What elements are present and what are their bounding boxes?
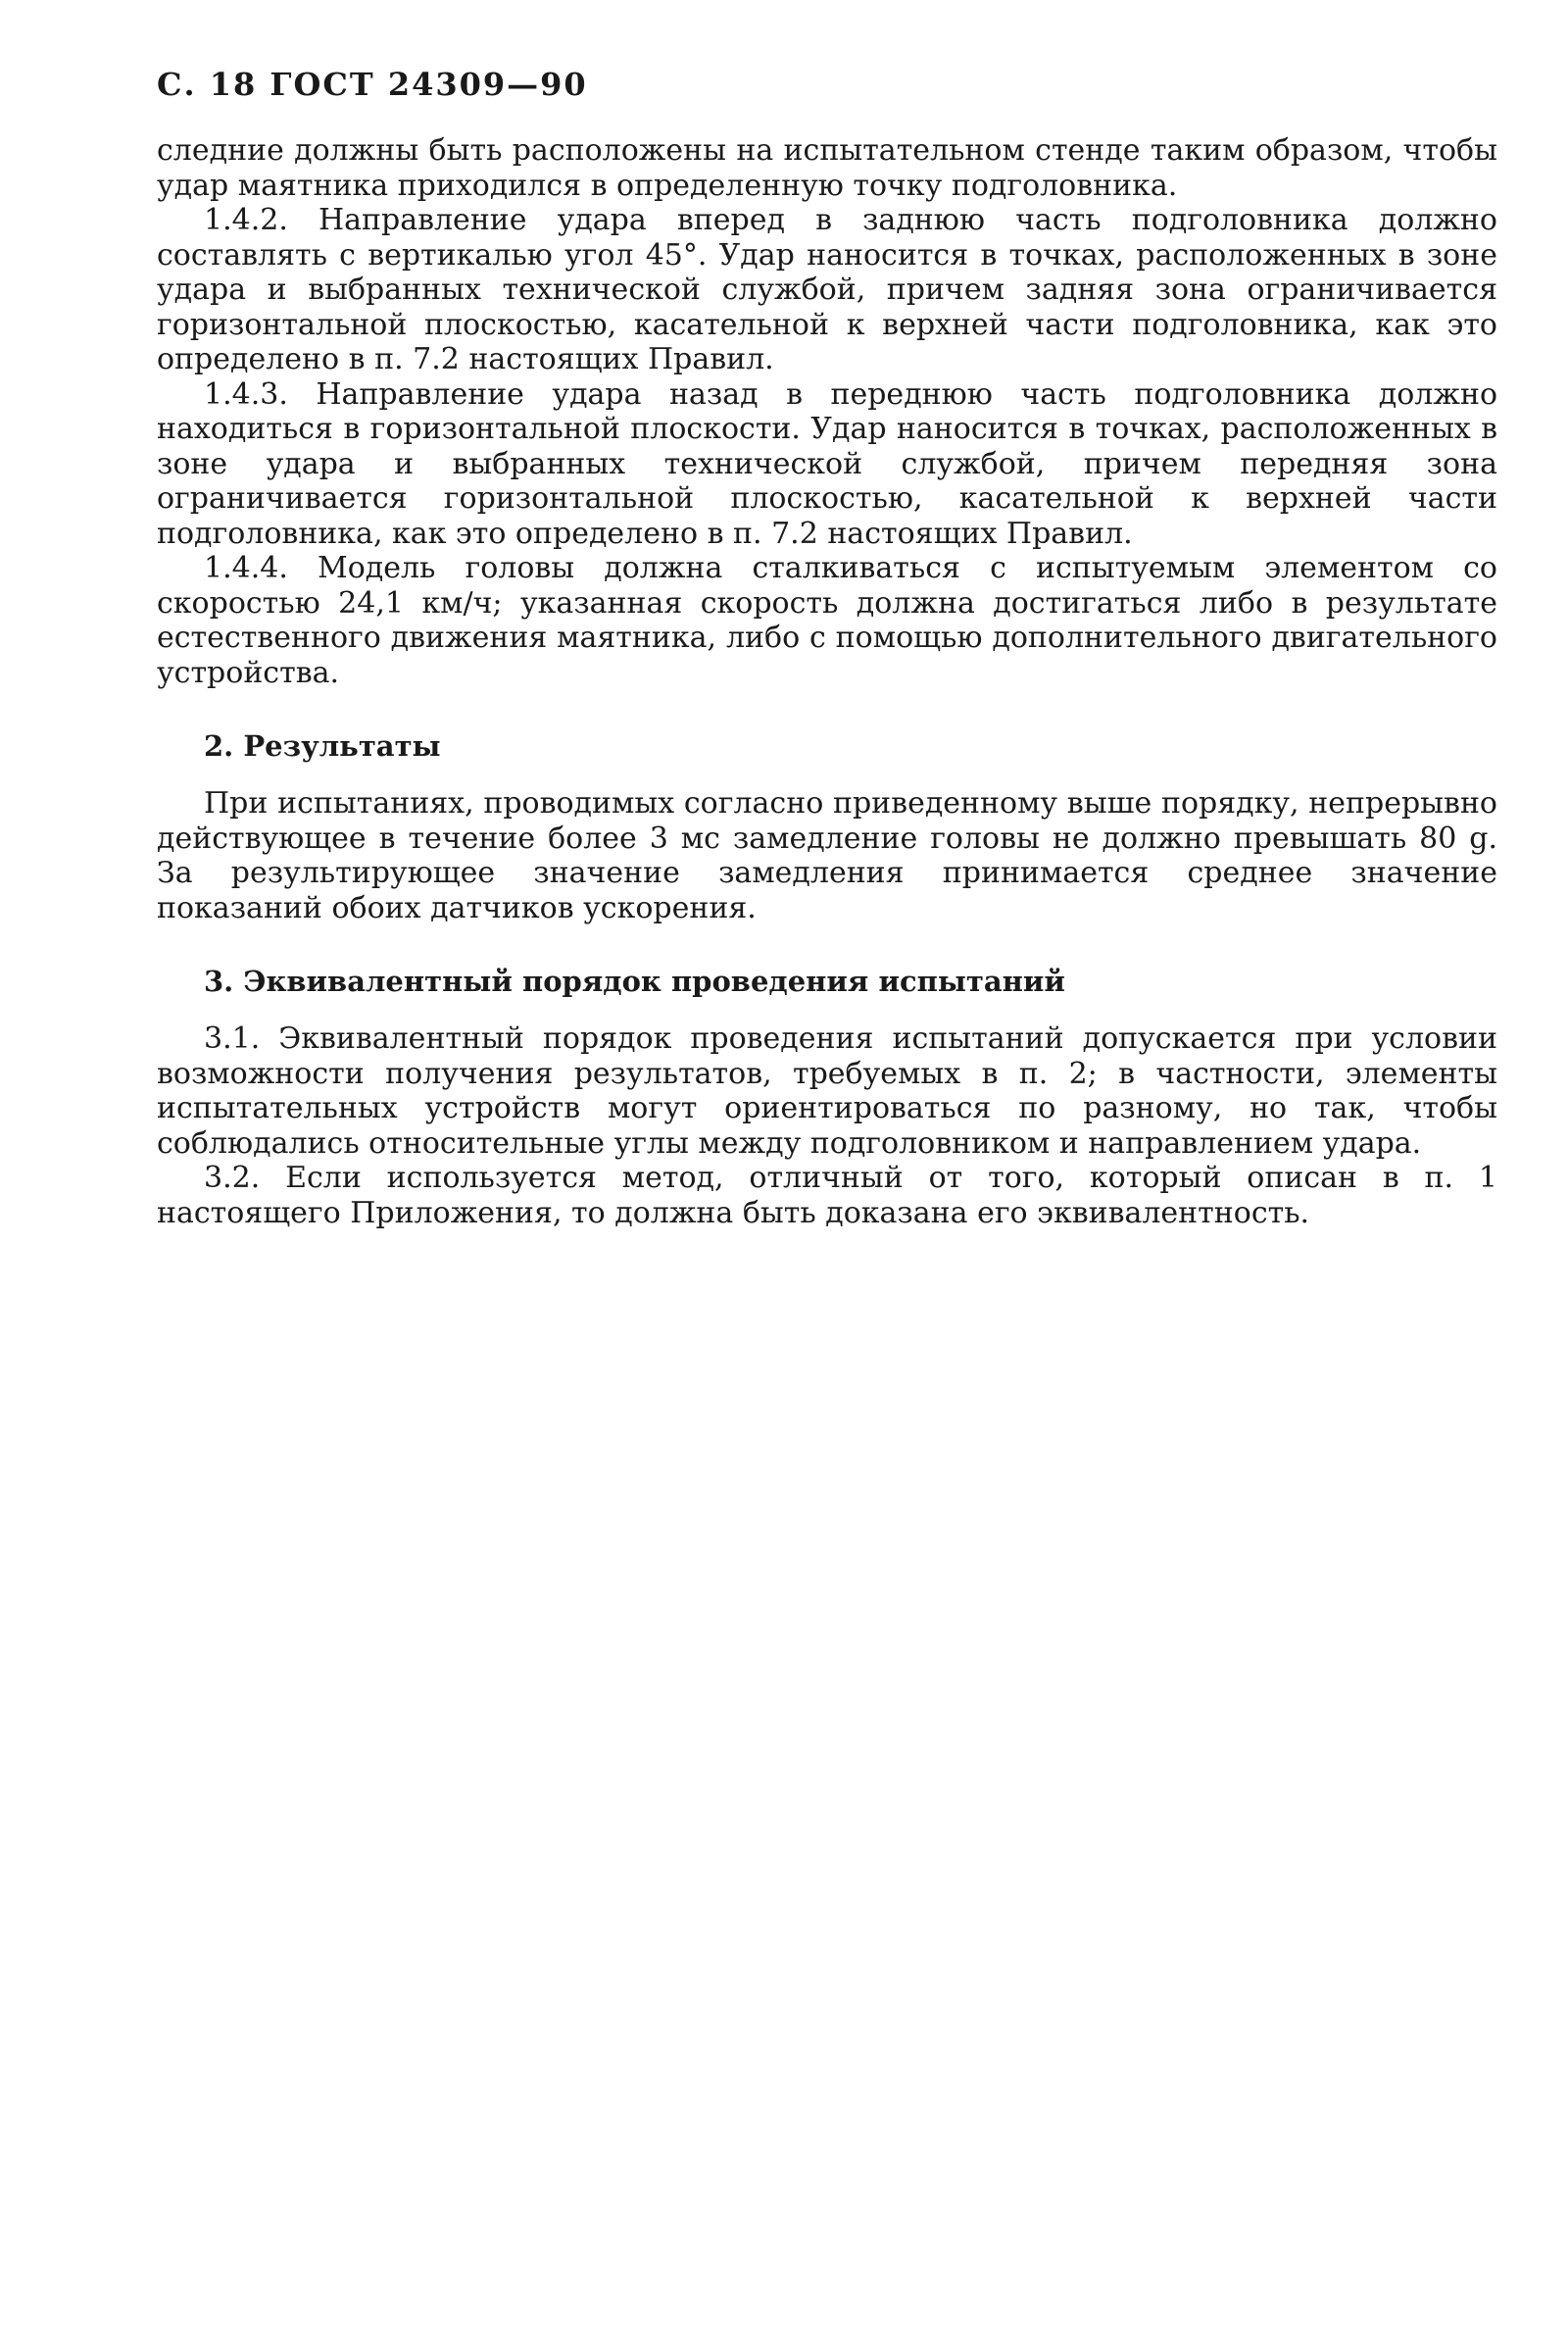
paragraph-1-4-4: 1.4.4. Модель головы должна сталкиваться с испытуемым элементом со скоростью 24,1 км/ч; указанная скорость должна достигаться либо в результате естественного движения маятника, либо с помощью дополнительного двигательного устройства. bbox=[157, 551, 1497, 690]
paragraph-1-4-2: 1.4.2. Направление удара вперед в заднюю часть подголовника должно составлять с вертикалью угол 45°. Удар наносится в точках, расположенных в зоне удара и выбранных технической службой, причем задняя зона ограничивается горизонтальной плоскостью, касательной к верхней части подголовника, как это определено в п. 7.2 настоящих Правил. bbox=[157, 203, 1497, 376]
paragraph-continuation: следние должны быть расположены на испытательном стенде таким образом, чтобы удар маятника приходился в определенную точку подголовника. bbox=[157, 133, 1497, 203]
document-page bbox=[157, 65, 1497, 1230]
paragraph-3-1: 3.1. Эквивалентный порядок проведения испытаний допускается при условии возможности получения результатов, требуемых в п. 2; в частности, элементы испытательных устройств могут ориентироваться по разному, но так, чтобы соблюдались относительные углы между подголовником и направлением удара. bbox=[157, 1021, 1497, 1161]
paragraph-3-2: 3.2. Если используется метод, отличный от того, который описан в п. 1 настоящего Приложения, то должна быть доказана его эквивалентность. bbox=[157, 1161, 1497, 1230]
paragraph-1-4-3: 1.4.3. Направление удара назад в переднюю часть подголовника должно находиться в горизонтальной плоскости. Удар наносится в точках, расположенных в зоне удара и выбранных технической службой, причем передняя зона ограничивается горизонтальной плоскостью, касательной к верхней части подголовника, как это определено в п. 7.2 настоящих Правил. bbox=[157, 376, 1497, 551]
section-heading-results: 2. Результаты bbox=[204, 729, 441, 763]
paragraph-results: При испытаниях, проводимых согласно приведенному выше порядку, непрерывно действующее в течение более 3 мс замедление головы не должно превышать 80 g. За результирующее значение замедления принимается среднее значение показаний обоих датчиков ускорения. bbox=[157, 786, 1497, 925]
section-heading-equivalent-procedure: 3. Эквивалентный порядок проведения испытаний bbox=[204, 965, 1065, 998]
running-header: С. 18 ГОСТ 24309—90 bbox=[157, 66, 588, 103]
